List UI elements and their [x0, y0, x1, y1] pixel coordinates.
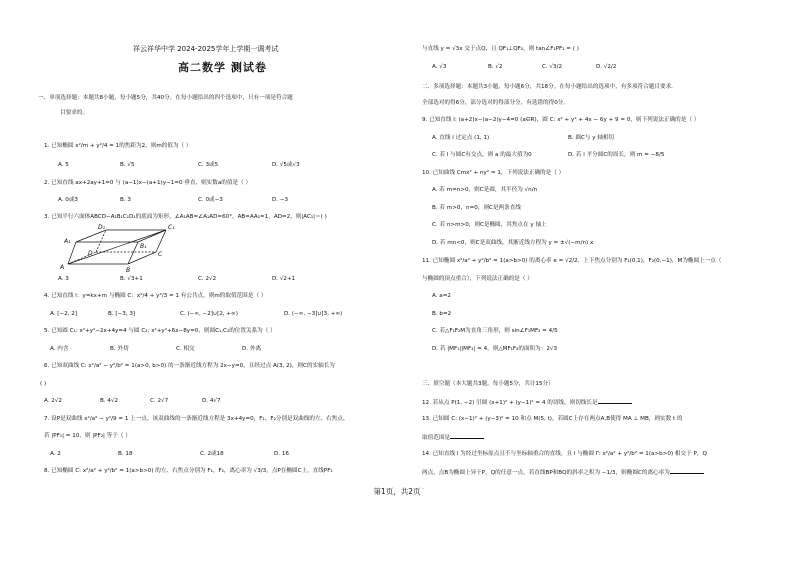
q8-option-a: A. √3: [432, 64, 447, 70]
q8-option-b: B. √2: [488, 64, 503, 70]
q9-option-b: B. 圆C与 y 轴相切: [568, 135, 615, 141]
q5-option-c: C. 相交: [176, 346, 195, 352]
diagonal-a-c1: [68, 230, 166, 264]
q11-stem: 11. 已知椭圆 x²/a² + y²/b² = 1(a>b>0) 的离心率 e = √2/2，上下焦点分别为 F₁(0,1)，F₂(0,−1)，M为椭圆上一点（: [422, 258, 722, 264]
q1-stem: 1. 已知椭圆 x²/m + y²/4 = 1的焦距为2，则m的值为（ ）: [44, 143, 192, 149]
label-c: C: [158, 251, 163, 258]
q7-stem-cont: 若 |PF₁| = 10，则 |PF₂| 等于（ ）: [44, 433, 131, 439]
q4-option-c: C. (−∞, −2]∪[2, +∞): [180, 311, 238, 317]
q5-option-d: D. 外离: [242, 346, 262, 352]
q10-option-d: D. 若 mn<0，则C是双曲线，其渐近线方程为 y = ±√(−m/n) x: [432, 240, 594, 246]
q12-answer-blank[interactable]: [598, 398, 632, 404]
q8-option-c: C. √3/2: [542, 64, 563, 70]
q10-option-c: C. 若 n>m>0，则C是椭圆，其焦点在 y 轴上: [432, 222, 547, 228]
q3-stem: 3. 已知平行六面体ABCD−A₁B₁C₁D₁的底面为矩形，∠A₁AB=∠A₁AD=60°，AB=AA₁=1，AD=2，则|AC₁|＝( ): [44, 214, 327, 220]
q3-option-b: B. √3+1: [120, 276, 143, 282]
q9-stem: 9. 已知直线 l: (a+2)x−(a−2)y−4=0 (a∈R)，圆 C: x² + y² + 4x − 6y + 9 = 0，则下列说法正确的是（ ）: [422, 117, 700, 123]
q4-option-a: A. [−2, 2]: [50, 311, 78, 317]
q2-option-b: B. 3: [120, 197, 131, 203]
q2-option-c: C. 0或−3: [198, 197, 223, 203]
label-a1: A₁: [64, 238, 71, 245]
q2-stem: 2. 已知直线 ax+2ay+1=0 与 (a−1)x−(a+1)y−1=0 垂直，则实数a的值是（ ）: [44, 180, 252, 186]
q8-stem-cont: 与直线 y = √3x 交于点Q，且 QF₁⊥QF₂，则 tan∠F₁PF₂ = ( ): [422, 46, 579, 52]
q10-stem: 10. 已知曲线 Cmx² + ny² = 1，下列说法正确的是（ ）: [422, 170, 565, 176]
q1-option-b: B. √5: [120, 162, 135, 168]
q7-option-d: D. 16: [274, 451, 289, 457]
q6-option-c: C. 2√7: [150, 398, 169, 404]
q9-option-d: D. 若 l 平分圆C的周长，则 m = −8/5: [568, 152, 665, 158]
q11-option-b: B. b=2: [432, 311, 452, 317]
q7-option-c: C. 2或18: [200, 451, 224, 457]
q6-stem: 6. 已知双曲线 C: x²/a² − y²/b² = 1(a>0, b>0) 的一条渐近线方程为 2x−y=0，且经过点 A(3, 2)，则C的实轴长为: [44, 363, 335, 369]
q1-option-a: A. 5: [58, 162, 69, 168]
q4-stem: 4. 已知直线 l：y=kx+m 与椭圆 C：x²/4 + y²/3 = 1 有公共点，则m的取值范围是（ ）: [44, 293, 267, 299]
q7-option-a: A. 2: [50, 451, 61, 457]
page-title: 高二数学 测试卷: [178, 61, 267, 74]
q8-stem: 8. 已知椭圆 C: x²/a² + y²/b² = 1(a>b>0) 的左、右焦点分别为 F₁，F₂，离心率为 √3/3，点P在椭圆C上，直线PF₁: [44, 468, 333, 474]
q6-option-a: A. 2√2: [44, 398, 62, 404]
q6-option-d: D. 4√7: [202, 398, 221, 404]
q3-option-d: D. √2+1: [272, 276, 296, 282]
edge-a1-d1: [76, 230, 106, 242]
label-a: A: [60, 264, 65, 271]
q1-option-c: C. 3或5: [198, 162, 219, 168]
q14-stem-cont: 两点，点B为椭圆上异于P，Q的任意一点，若直线BP和BQ的斜率之积为 −1/3，则椭圆C的离心率为: [422, 468, 704, 477]
q8-option-d: D. √2/2: [596, 64, 617, 70]
q1-option-d: D. √5或√3: [272, 162, 300, 168]
q11-option-d: D. 若 |MF₁||MF₂| = 4，则△MF₁F₂的面积为：2√3: [432, 346, 558, 352]
q10-option-a: A. 若 m=n>0，则C是圆，其半径为 √n/n: [432, 187, 538, 193]
q10-option-b: B. 若 m>0，n=0，则C是两条直线: [432, 205, 521, 211]
label-b: B: [126, 267, 131, 274]
q13-answer-blank[interactable]: [450, 433, 484, 439]
section2-title: 二、多项选择题：本题共3小题，每小题6分，共18分。在每小题给出的选项中，有多项符合题目要求.: [422, 84, 673, 90]
q7-stem: 7. 设P是双曲线 x²/a² − y²/9 = 1 上一点，该双曲线的一条渐近线方程是 3x+4y=0，F₁、F₂分别是双曲线的左、右焦点，: [44, 416, 349, 422]
q11-stem-cont: 与椭圆的顶点重合），下列说法正确的是（ ）: [422, 276, 533, 282]
section3-title: 三、填空题（本大题共3题，每小题5分，共计15分）: [422, 381, 554, 387]
q4-option-b: B. [−3, 3]: [108, 311, 136, 317]
label-d1: D₁: [98, 224, 106, 231]
parallelepiped-figure: [58, 222, 198, 274]
q6-stem-cont: ( ): [40, 381, 47, 387]
q5-option-a: A. 内含: [50, 346, 69, 352]
q3-option-a: A. 3: [58, 276, 69, 282]
q4-option-d: D. (−∞, −3]∪[3, +∞): [284, 311, 343, 317]
q13-stem: 13. 已知圆 C: (x−1)² + (y−3)² = 10 和点 M(5, t)，若圆C上存在两点A,B使得 MA ⊥ MB，则实数 t 的: [422, 416, 683, 422]
q3-option-c: C. 2√2: [198, 276, 217, 282]
section1-title: 一、单项选择题：本题共8小题，每小题5分，共40分。在每小题给出的四个选项中，只有一项是符合题: [38, 95, 293, 101]
edge-b-c: [128, 252, 156, 264]
q2-option-d: D. −3: [272, 197, 289, 203]
q12-stem: 12. 若从点 P(1, −2) 引圆 (x+1)² + (y−1)² = 4 的切线，则切线长是: [422, 398, 632, 407]
q11-option-a: A. a=2: [432, 293, 451, 299]
q11-option-c: C. 若△F₁F₂M为直角三角形，则 sin∠F₁MF₂ = 4/5: [432, 328, 558, 334]
section1-title-cont: 目要求的。: [60, 110, 88, 116]
label-b1: B₁: [140, 243, 147, 250]
q6-option-b: B. 4√2: [100, 398, 119, 404]
section2-title-cont: 全部选对的得6分，部分选对的得部分分，有选错的得0分。: [422, 100, 569, 106]
edge-a-a1: [68, 242, 76, 264]
q14-answer-blank[interactable]: [670, 468, 704, 474]
q9-option-a: A. 直线 l 过定点 (1, 1): [432, 135, 490, 141]
q14-stem-end: .: [422, 485, 424, 491]
school-header: 祥云祥华中学 2024-2025学年上学期一调考试: [133, 45, 279, 53]
q7-option-b: B. 18: [118, 451, 133, 457]
q5-stem: 5. 已知圆 C₁: x²+y²−2x+4y=4 与圆 C₂: x²+y²+6x−8y=0，则圆C₁,C₂的位置关系为（ ）: [44, 328, 276, 334]
q14-stem: 14. 已知直线 l 为经过坐标原点且不与坐标轴重合的直线，且 l 与椭圆 Γ: x²/a² + y²/b² = 1(a>b>0) 相交于 P，Q: [422, 451, 707, 457]
page-footer: 第1页，共2页: [373, 487, 421, 496]
q5-option-b: B. 外切: [110, 346, 129, 352]
q2-option-a: A. 0或3: [58, 197, 78, 203]
label-c1: C₁: [168, 224, 175, 231]
q9-option-c: C. 若 l 与圆C有交点，则 a 的最大值为0: [432, 152, 532, 158]
q13-stem-cont: 取值范围是: [422, 433, 484, 442]
label-d: D: [88, 250, 93, 257]
